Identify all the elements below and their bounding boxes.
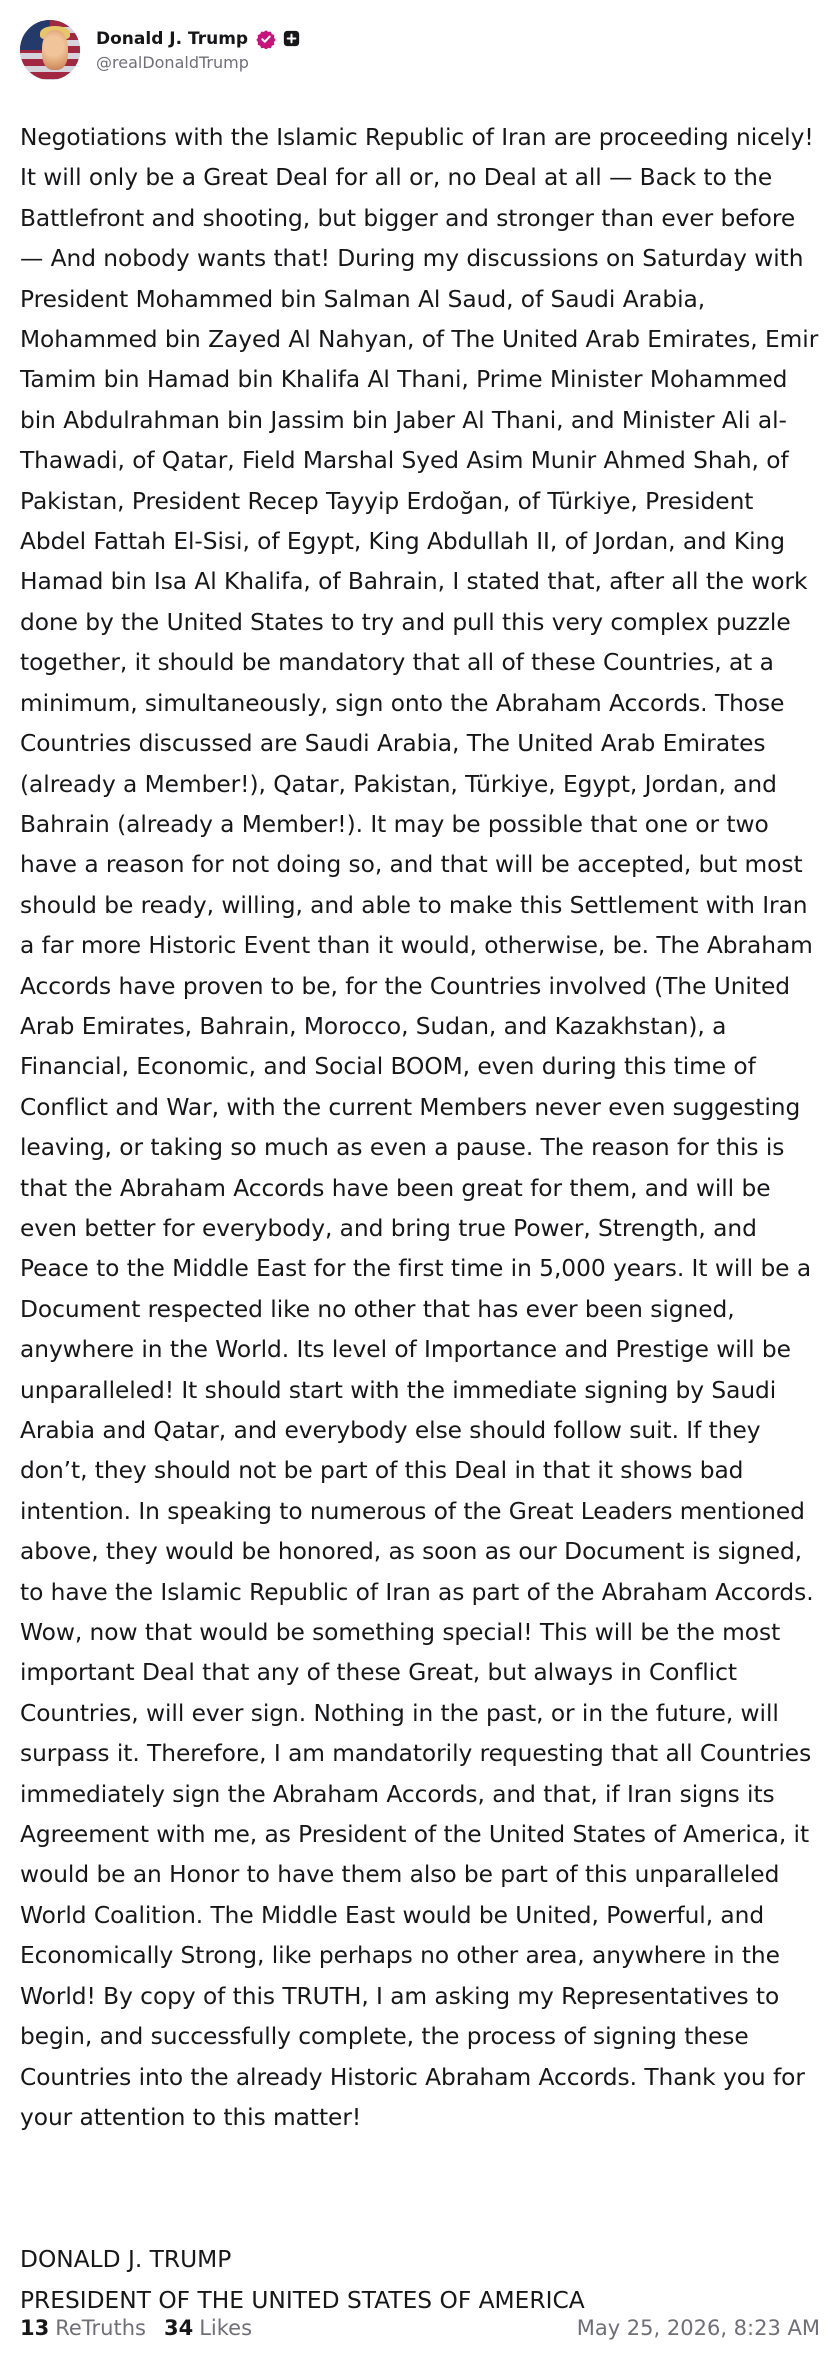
avatar[interactable] (20, 20, 80, 80)
likes-stat[interactable] (164, 2316, 252, 2340)
verified-badge-icon (256, 29, 276, 49)
author-info (96, 29, 300, 72)
retruths-count: 13 (20, 2316, 50, 2340)
likes-count: 34 (163, 2316, 194, 2340)
signature-name: DONALD J. TRUMP (20, 2246, 232, 2273)
post-footer (20, 2308, 820, 2348)
plus-square-icon (283, 30, 300, 47)
display-name[interactable]: Donald J. Trump (96, 28, 249, 49)
signature-title: PRESIDENT OF THE UNITED STATES OF AMERICA (20, 2286, 585, 2314)
handle[interactable]: @realDonaldTrump (96, 52, 249, 72)
post-body: Negotiations with the Islamic Republic of Iran are proceeding nicely! It will only be a Great Deal for all or, no Deal at all — Back to the Battlefront and shooting, but bigger and stronger than ever before — And nobody wants that! During my discussions on Saturday with President Mohammed bin Salman Al Saud, of Saudi Arabia, Mohammed bin Zayed Al Nahyan, of The United Arab Emirates, Emir Tamim bin Hamad bin Khalifa Al Thani, Prime Minister Mohammed bin Abdulrahman bin Jassim bin Jaber Al Thani, and Minister Ali al-Thawadi, of Qatar, Field Marshal Syed Asim Munir Ahmed Shah, of Pakistan, President Recep Tayyip Erdoğan, of Türkiye, President Abdel Fattah El-Sisi, of Egypt, King Abdullah II, of Jordan, and King Hamad bin Isa Al Khalifa, of Bahrain, I stated that, after all the work done by the United States to try and pull this very complex puzzle together, it should be mandatory that all of these Countries, at a minimum, simultaneously, sign onto the Abraham Accords. Those Countries discussed are Saudi Arabia, The United Arab Emirates (already a Member!), Qatar, Pakistan, Türkiye, Egypt, Jordan, and Bahrain (already a Member!). It may be possible that one or two have a reason for not doing so, and that will be accepted, but most should be ready, willing, and able to make this Settlement with Iran a far more Historic Event than it would, otherwise, be. The Abraham Accords have proven to be, for the Countries involved (The United Arab Emirates, Bahrain, Morocco, Sudan, and Kazakhstan), a Financial, Economic, and Social BOOM, even during this time of Conflict and War, with the current Members never even suggesting leaving, or taking so much as even a pause. The reason for this is that the Abraham Accords have been great for them, and will be even better for everybody, and bring true Power, Strength, and Peace to the Middle East for the first time in 5,000 years. It will be a Document respected like no other that has ever been signed, anywhere in the World. Its level of Importance and Prestige will be unparalleled! It should start with the immediate signing by Saudi Arabia and Qatar, and everybody else should follow suit. If they don’t, they should not be part of this Deal in that it shows bad intention. In speaking to numerous of the Great Leaders mentioned above, they would be honored, as soon as our Document is signed, to have the Islamic Republic of Iran as part of the Abraham Accords. Wow, now that would be something special! This will be the most important Deal that any of these Great, but always in Conflict Countries, will ever sign. Nothing in the past, or in the future, will surpass it. Therefore, I am mandatorily requesting that all Countries immediately sign the Abraham Accords, and that, if Iran signs its Agreement with me, as President of the United States of America, it would be an Honor to have them also be part of this unparalleled World Coalition. The Middle East would be United, Powerful, and Economically Strong, like perhaps no other area, anywhere in the World! By copy of this TRUTH, I am asking my Representatives to begin, and successfully complete, the process of signing these Countries into the already Historic Abraham Accords. Thank you for your attention to this matter! (20, 124, 819, 2131)
retruths-label: ReTruths (55, 2316, 146, 2340)
retruths-stat[interactable] (20, 2316, 146, 2340)
post-timestamp[interactable]: May 25, 2026, 8:23 AM (576, 2316, 820, 2340)
post-header (20, 18, 300, 82)
likes-label: Likes (199, 2316, 253, 2340)
